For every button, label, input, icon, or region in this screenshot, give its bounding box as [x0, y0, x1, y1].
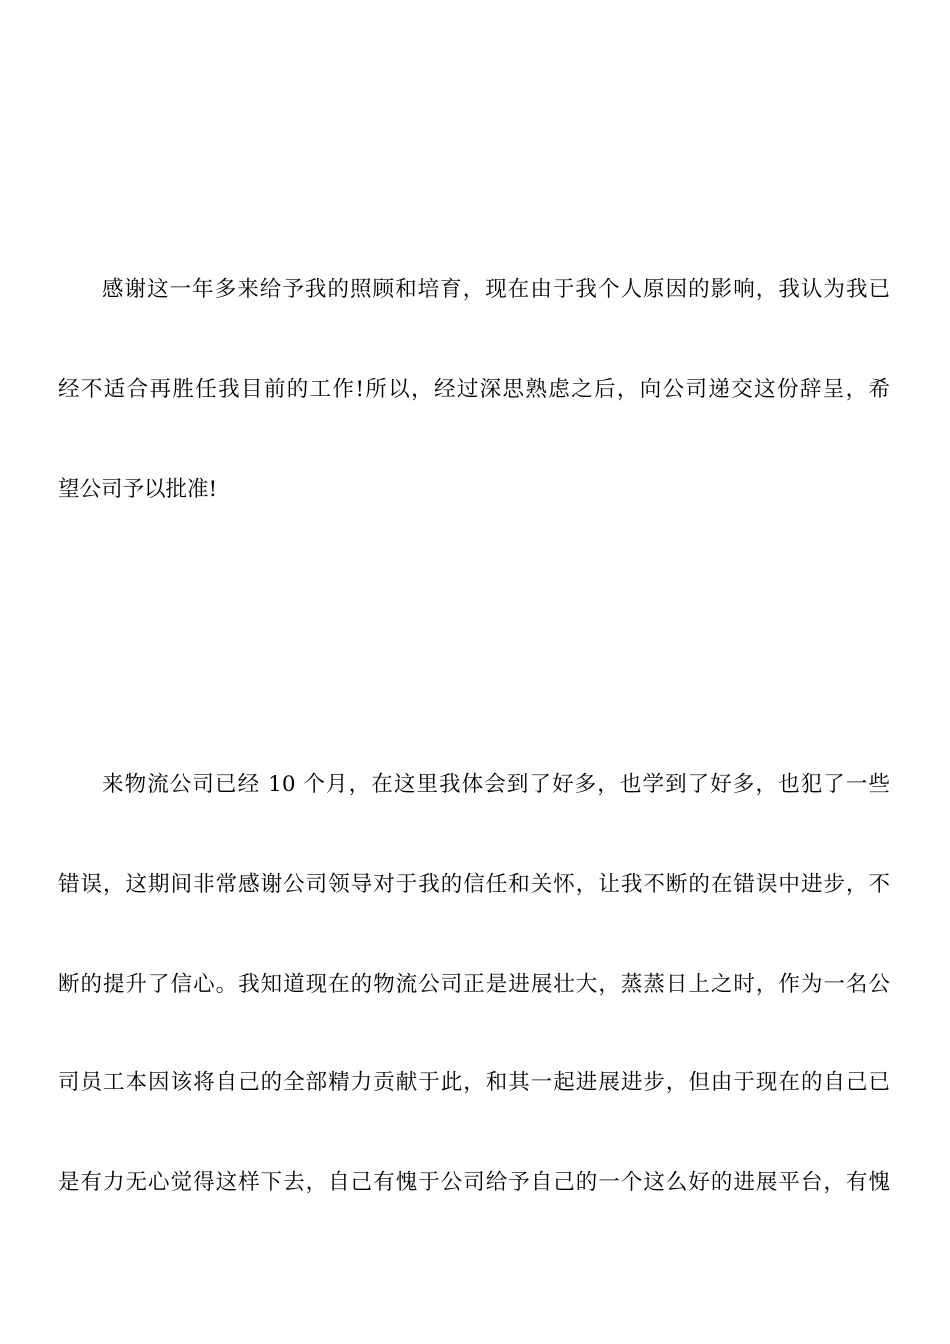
paragraph-line: 是有力无心觉得这样下去，自己有愧于公司给予自己的一个这么好的进展平台，有愧 — [58, 1170, 890, 1195]
paragraph-line: 经不适合再胜任我目前的工作!所以，经过深思熟虑之后，向公司递交这份辞呈，希 — [58, 377, 890, 402]
paragraph-line: 望公司予以批准! — [58, 477, 218, 502]
paragraph-line: 来物流公司已经 10 个月，在这里我体会到了好多，也学到了好多，也犯了一些 — [102, 772, 890, 797]
paragraph-line: 断的提升了信心。我知道现在的物流公司正是进展壮大，蒸蒸日上之时，作为一名公 — [58, 972, 890, 997]
paragraph-line: 错误，这期间非常感谢公司领导对于我的信任和关怀，让我不断的在错误中进步，不 — [58, 872, 890, 897]
paragraph-line: 司员工本因该将自己的全部精力贡献于此，和其一起进展进步，但由于现在的自己已 — [58, 1070, 890, 1095]
paragraph-line: 感谢这一年多来给予我的照顾和培育，现在由于我个人原因的影响，我认为我已 — [102, 277, 890, 302]
